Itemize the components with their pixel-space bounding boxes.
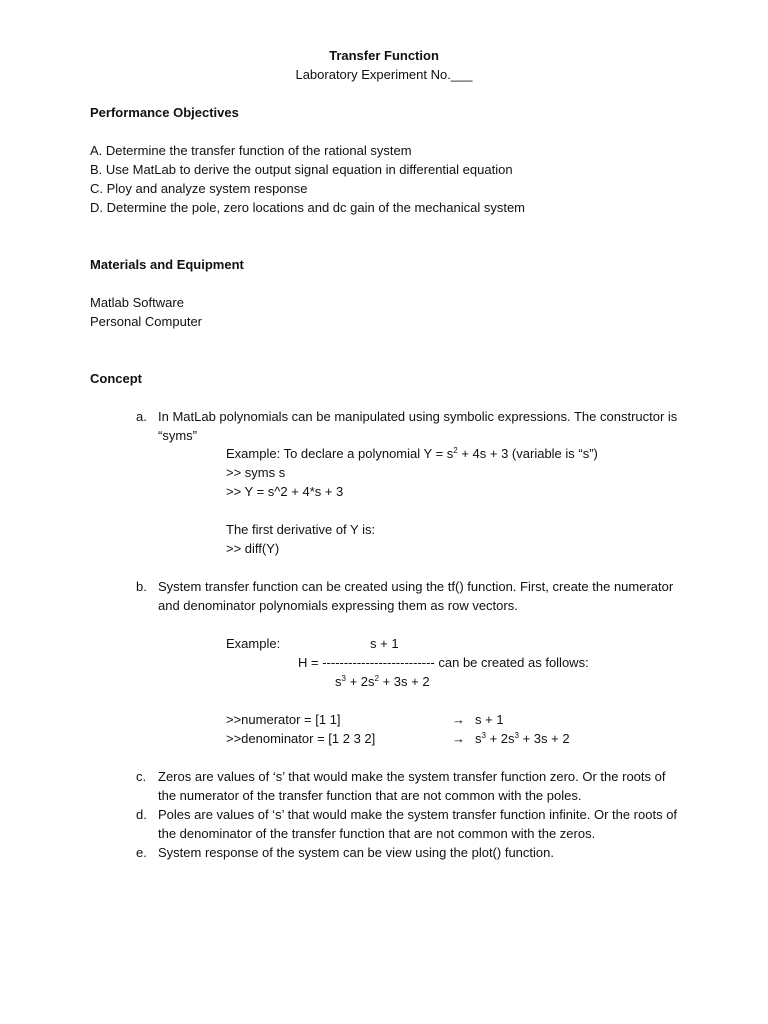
concept-heading: Concept <box>90 371 142 386</box>
list-marker-a: a. <box>136 409 147 424</box>
arrow-icon: → <box>452 712 465 727</box>
code-line: >>denominator = [1 2 3 2] <box>226 731 376 746</box>
concept-b-text: System transfer function can be created using the tf() function. First, create the numerator <box>158 579 674 594</box>
list-marker-b: b. <box>136 579 147 594</box>
concept-c-text: the numerator of the transfer function that are not common with the poles. <box>158 788 582 803</box>
concept-a-text: “syms” <box>158 428 197 443</box>
objectives-heading: Performance Objectives <box>90 105 239 120</box>
materials-heading: Materials and Equipment <box>90 257 244 272</box>
concept-e-text: System response of the system can be view using the plot() function. <box>158 845 554 860</box>
tf-denominator: $s^3 + 2s^2 + 3s + 2$ <box>335 674 430 689</box>
concept-a-text: In MatLab polynomials can be manipulated using symbolic expressions. The constructor is <box>158 409 678 424</box>
code-line: >>numerator = [1 1] <box>226 712 341 727</box>
result-numerator: s + 1 <box>475 712 504 727</box>
example-label: Example: <box>226 636 281 651</box>
material-item: Matlab Software <box>90 295 184 310</box>
list-marker-d: d. <box>136 807 147 822</box>
list-marker-e: e. <box>136 845 147 860</box>
concept-d-text: Poles are values of ‘s’ that would make the system transfer function infinite. Or the roots of <box>158 807 678 822</box>
tf-numerator: s + 1 <box>370 636 399 651</box>
material-item: Personal Computer <box>90 314 202 329</box>
objective-item: D. Determine the pole, zero locations and dc gain of the mechanical system <box>90 200 526 215</box>
list-marker-c: c. <box>136 769 147 784</box>
doc-title: Transfer Function <box>329 48 439 63</box>
doc-subtitle: Laboratory Experiment No.___ <box>295 67 473 82</box>
concept-d-text: the denominator of the transfer function that are not common with the zeros. <box>158 826 596 841</box>
objective-item: A. Determine the transfer function of the rational system <box>90 143 412 158</box>
concept-c-text: Zeros are values of ‘s’ that would make the system transfer function zero. Or the roots of <box>158 769 666 784</box>
concept-b-text: and denominator polynomials expressing them as row vectors. <box>158 598 518 613</box>
arrow-icon: → <box>452 731 465 746</box>
code-line: >> diff(Y) <box>226 541 280 556</box>
code-line: >> Y = s^2 + 4*s + 3 <box>226 484 344 499</box>
code-line: >> syms s <box>226 465 286 480</box>
result-denominator: $s^3 + 2s^3 + 3s + 2$ <box>475 731 570 746</box>
tf-fraction-line: H = -------------------------- can be created as follows: <box>298 655 589 670</box>
concept-a-text: The first derivative of Y is: <box>226 522 376 537</box>
objective-item: B. Use MatLab to derive the output signal equation in differential equation <box>90 162 513 177</box>
concept-a-example: Example: To declare a polynomial $Y = s^2 + 4s + 3$ (variable is “s”) <box>226 446 598 461</box>
objective-item: C. Ploy and analyze system response <box>90 181 308 196</box>
